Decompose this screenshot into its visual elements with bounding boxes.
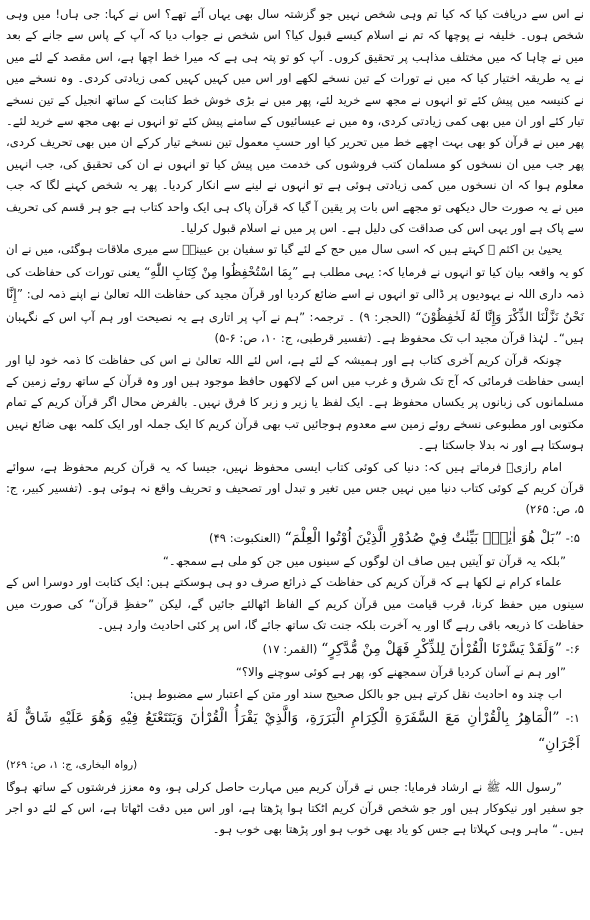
paragraph-story: نے اس سے دریافت کیا کہ کیا تم وہی شخص نہیں جو گزشتہ سال بھی یہاں آئے تھے؟ اس نے کہا: جی ہاں! میں وہی شخص ہوں۔ خلیفہ نے پوچھا کہ تم نے اسلام کیسے قبول کیا؟ اس شخص نے جواب دیا کہ آپ کے پاس سے جانے کے بعد میں نے چاہا کہ میں مختلف مذاہب پر تحقیق کروں۔ آپ کو تو پتہ ہی ہے کہ میرا خط اچھا ہے، اس مقصد کے لئے میں نے یہ طریقہ اختیار کیا کہ میں نے تورات کے تین نسخے لکھے اور اس میں کہیں کہیں کمی زیادتی کردی۔ وہ نسخے میں نے کنیسہ میں پیش کئے تو انہوں نے مجھ سے خرید لئے، پھر میں نے بڑی خوش خط کتابت کے ساتھ انجیل کے تین نسخے تیار کئے اور ان میں بھی کمی زیادتی کردی، وہ میں نے عیسائیوں کے سامنے پیش کئے تو انہوں نے بھی مجھ سے خرید لئے۔ پھر میں نے قرآن کو بھی بہت اچھے خط میں تحریر کیا اور حسبِ معمول تین نسخے تیار کرکے ان میں بھی تحریف کردی، پھر جب میں ان نسخوں کو مسلمان کتب فروشوں کی خدمت میں پیش کیا تو انہوں نے ان کی تحقیق کی، جب انہیں معلوم ہوا کہ ان نسخوں میں کمی زیادتی ہوئی ہے تو انہوں نے لینے سے انکار کردیا۔ پھر یہ شخص کہنے لگا کہ جب میں نے یہ صورت حال دیکھی تو مجھے اس بات پر یقین آ گیا کہ قرآن پاک ہی ایک واحد کتاب ہے جو ہر قسم کی تحریف سے پاک ہے اور یہی اس کی صداقت کی دلیل ہے۔ اس پر میں نے اسلام قبول کرلیا۔	[6, 7, 584, 236]
hadith-item-1	[6, 705, 584, 776]
verse-reference: (الحجر: ۹)	[359, 309, 411, 324]
document-page	[6, 4, 584, 916]
verse-reference: (القمر: ۱۷)	[262, 642, 318, 657]
hadith-text: ”الْمَاهِرُ بِالْقُرْاٰنِ مَعَ السَّفَرَةِ الْكِرَامِ الْبَرَرَةِ، وَالَّذِيْ يَقْرَأُ الْقُرْاٰنَ وَيَتَتَعْتَعُ فِيْهِ وَهُوَ عَلَيْهِ شَاقٌّ لَهُ اَجْرَانِ“	[6, 710, 580, 753]
paragraph-ulema: علماء کرام نے لکھا ہے کہ قرآن کریم کی حفاظت کے ذرائع صرف دو ہی ہوسکتے ہیں: ایک کتابت اور دوسرا اس کے سینوں میں حفظ کرنا، قرب قیامت میں قرآن کریم کے الفاظ اٹھالئے جائیں گے، لیکن ”حفظِ قرآن“ کی صورت میں حفاظت کا ذریعہ باقی رہے گا اور یہ آخرت بلکہ جنت تک ساتھ جائے گا، اس پر کئی احادیث وارد ہیں۔	[6, 575, 584, 632]
narration-text: ۔ ترجمہ: ”ہم نے آپ پر اتاری ہے یہ نصیحت اور ہم آپ اس کے نگہبان ہیں“۔ لہٰذا قرآن مجید اب تک محفوظ ہے۔	[6, 309, 584, 346]
narration-text: یحییٰ بن اکثم ﷫ کہتے ہیں کہ اسی سال میں حج کے لئے گیا تو سفیان بن عیینہؒ سے میری ملاقات ہوگئی، میں نے ان کو یہ واقعہ بیان کیا تو انہوں نے فرمایا کہ: یہی مطلب ہے	[6, 242, 584, 279]
verse-translation: ”بلکہ یہ قرآن تو آیتیں ہیں صاف ان لوگوں کے سینوں میں جن کو ملی ہے سمجھ۔“	[162, 553, 566, 568]
paragraph-imam-razi	[6, 457, 584, 521]
verse-item-5	[6, 525, 584, 551]
verse-item-6	[6, 636, 584, 662]
narration-text: یعنی تورات کی حفاظت کی ذمہ داری اللہ نے یہودیوں پر ڈالی تو انہوں نے اسے ضائع کردیا اور قرآن مجید کی حفاظت اللہ تعالیٰ نے اپنے ذمہ لی:	[6, 264, 584, 302]
source-reference: (تفسیر قرطبی، ج: ۱۰، ص: ۶-۵)	[214, 331, 372, 346]
item-number: ۶:-	[565, 642, 580, 657]
quran-verse: ”إِنَّا نَحْنُ نَزَّلْنَا الذِّكْرَ وَإِنَّا لَهُ لَحٰفِظُوْنَ“	[6, 286, 585, 324]
paragraph-preservation: چونکہ قرآن کریم آخری کتاب ہے اور ہمیشہ کے لئے ہے، اس لئے اللہ تعالیٰ نے اس کی حفاظت کا ذمہ خود لیا اور ایسی حفاظت فرمائی کہ آج تک شرق و غرب میں اس کے لاکھوں حافظ موجود ہیں اور وہ قرآن کے ساتھ روئے زمین کے مسلمانوں کی زبانوں پر یکساں محفوظ ہے۔ ایک لفظ یا زیر و زبر کا فرق نہیں۔ بالفرض محال اگر قرآن کریم کے تمام مکتوبی اور مطبوعی نسخے روئے زمین سے معدوم ہوجائیں تب بھی قرآن کریم کا ایک جملہ اور ایک کلمہ بھی ضائع نہیں ہوسکتا ہے اور نہ بدلا جاسکتا ہے۔	[6, 352, 584, 453]
verse-reference: (العنکبوت: ۴۹)	[209, 530, 281, 545]
razi-quote-text: امام رازیؒ فرماتے ہیں کہ: دنیا کی کوئی کتاب ایسی محفوظ نہیں، جیسا کہ یہ قرآن کریم محفوظ ہے، سوائے قرآن کریم کے کوئی کتاب دنیا میں نہیں جس میں تغیر و تبدل اور تصحیف و تحریف واقع نہ ہوئی ہو۔	[6, 459, 584, 495]
source-reference: (تفسیر کبیر، ج: ۵، ص: ۲۶۵)	[6, 480, 584, 517]
arabic-phrase: ”بِمَا اسْتُحْفِظُوا مِنْ كِتَابِ اللّٰهِ“	[143, 263, 299, 279]
verse-translation: ”اور ہم نے آسان کردیا قرآن سمجھنے کو، پھر ہے کوئی سوچنے والا؟“	[235, 665, 566, 680]
quran-verse: ”وَلَقَدْ يَسَّرْنَا الْقُرْاٰنَ لِلذِّكْرِ فَهَلْ مِنْ مُّدَّكِرٍ“	[321, 641, 562, 658]
item-number: ۱:-	[565, 711, 580, 726]
paragraph-hadith-intro: اب چند وہ احادیث نقل کرتے ہیں جو بالکل صحیح سند اور متن کے اعتبار سے مضبوط ہیں:	[129, 686, 562, 701]
paragraph-sufyan-narration	[6, 239, 584, 349]
hadith-reference: (رواہ البخاری، ج: ۱، ص: ۲۶۹)	[6, 759, 138, 772]
quran-verse: ”بَلْ هُوَ اٰيٰتٌۢ بَيِّنٰتٌ فِيْ صُدُوْرِ الَّذِيْنَ اُوْتُوا الْعِلْمَ“	[284, 529, 562, 546]
item-number: ۵:-	[565, 530, 580, 545]
paragraph-hadith-translation: ”رسول اللہ ﷺ نے ارشاد فرمایا: جس نے قرآن کریم میں مہارت حاصل کرلی ہو، وہ معزز فرشتوں کے ساتھ ہوگا جو سفیر اور نیکوکار ہیں اور جو شخص قرآن کریم اٹکتا ہوا پڑھتا ہے، اور اس میں دقت اٹھاتا ہے، اس کے لئے دو اجر ہیں۔“ ماہر وہی کہلاتا ہے جس کو یاد بھی خوب ہو اور پڑھتا بھی خوب ہو۔	[6, 779, 584, 837]
